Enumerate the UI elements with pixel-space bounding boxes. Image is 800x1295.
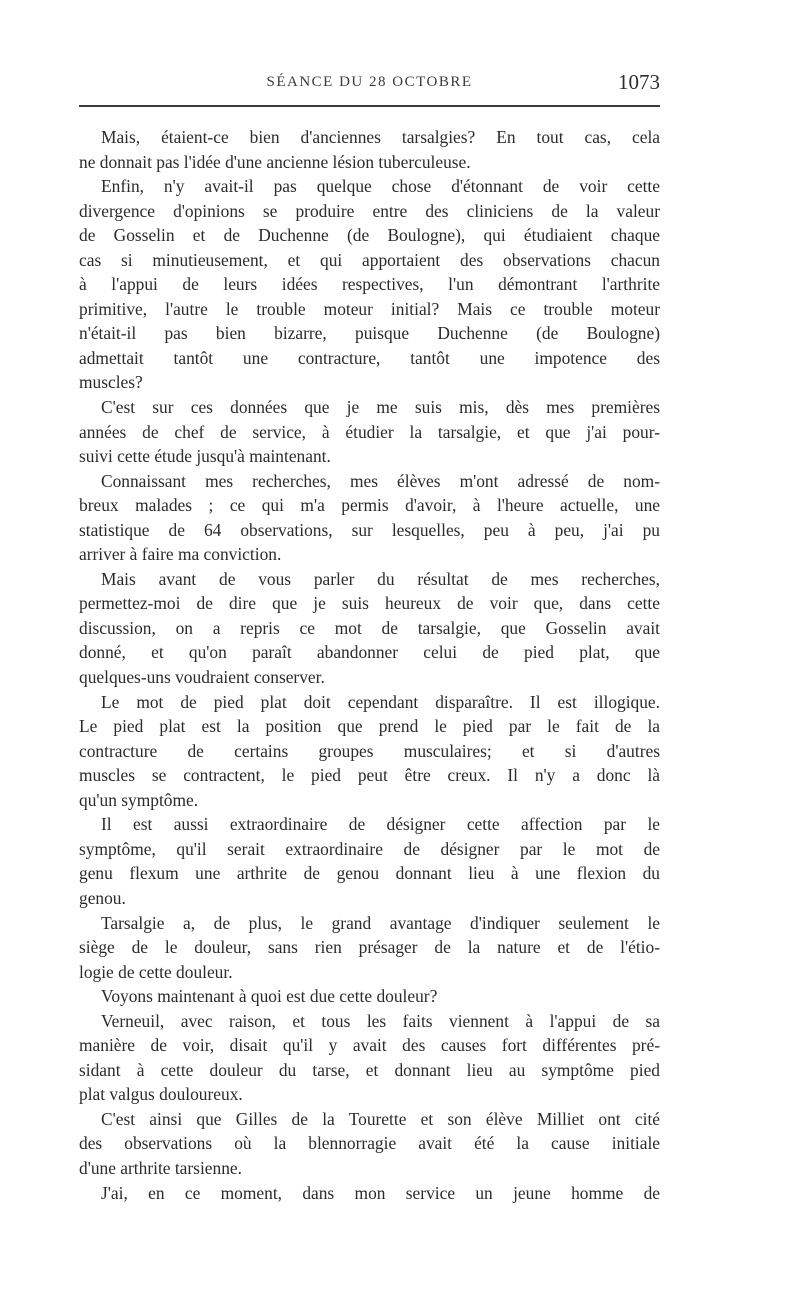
text-line: plat valgus douloureux.	[79, 1084, 243, 1105]
text-line: Connaissant mes recherches, mes élèves m'ont adressé de nom-	[101, 470, 660, 491]
text-line: Verneuil, avec raison, et tous les faits viennent à l'appui de sa	[101, 1010, 660, 1031]
text-line: suivi cette étude jusqu'à maintenant.	[79, 446, 331, 467]
body-text	[79, 125, 660, 1205]
text-line: Il est aussi extraordinaire de désigner cette affection par le	[101, 814, 660, 835]
running-title: SÉANCE DU 28 OCTOBRE	[266, 74, 473, 90]
text-line: logie de cette douleur.	[79, 961, 233, 982]
text-line: manière de voir, disait qu'il y avait des causes fort différentes pré-	[79, 1035, 660, 1056]
text-line: discussion, on a repris ce mot de tarsalgie, que Gosselin avait	[79, 617, 660, 638]
text-line: Mais, étaient-ce bien d'anciennes tarsalgies? En tout cas, cela	[101, 127, 660, 147]
text-line: d'une arthrite tarsienne.	[79, 1157, 242, 1178]
text-line: cas si minutieusement, et qui apportaient des observations chacun	[79, 249, 660, 270]
text-line: breux malades ; ce qui m'a permis d'avoir, à l'heure actuelle, une	[79, 495, 660, 516]
text-line: muscles se contractent, le pied peut être creux. Il n'y a donc là	[79, 765, 660, 786]
text-line: Mais avant de vous parler du résultat de mes recherches,	[101, 568, 660, 589]
text-line: arriver à faire ma conviction.	[79, 544, 282, 565]
text-line: à l'appui de leurs idées respectives, l'un démontrant l'arthrite	[79, 274, 660, 295]
header-rule	[79, 105, 660, 107]
text-line: Le mot de pied plat doit cependant disparaître. Il est illogique.	[101, 691, 660, 712]
text-line: C'est ainsi que Gilles de la Tourette et son élève Milliet ont cité	[101, 1108, 660, 1129]
text-line: Voyons maintenant à quoi est due cette douleur?	[101, 986, 438, 1007]
page-number: 1073	[618, 70, 660, 94]
text-line: contracture de certains groupes musculaires; et si d'autres	[79, 740, 660, 761]
text-line: genou.	[79, 887, 126, 908]
text-line: Enfin, n'y avait-il pas quelque chose d'étonnant de voir cette	[101, 176, 660, 197]
text-line: primitive, l'autre le trouble moteur initial? Mais ce trouble moteur	[79, 298, 660, 319]
running-head	[79, 70, 660, 98]
text-line: J'ai, en ce moment, dans mon service un jeune homme de	[101, 1182, 660, 1203]
text-line: donné, et qu'on paraît abandonner celui de pied plat, que	[79, 642, 660, 663]
text-line: genu flexum une arthrite de genou donnant lieu à une flexion du	[79, 863, 660, 884]
text-line: de Gosselin et de Duchenne (de Boulogne), qui étudiaient chaque	[79, 225, 660, 246]
text-line: admettait tantôt une contracture, tantôt une impotence des	[79, 347, 660, 368]
text-line: quelques-uns voudraient conserver.	[79, 667, 325, 688]
text-line: Tarsalgie a, de plus, le grand avantage d'indiquer seulement le	[101, 912, 660, 933]
text-line: symptôme, qu'il serait extraordinaire de désigner par le mot de	[79, 838, 660, 859]
text-line: qu'un symptôme.	[79, 789, 199, 810]
text-line: permettez-moi de dire que je suis heureux de voir que, dans cette	[79, 593, 660, 614]
text-line: divergence d'opinions se produire entre des cliniciens de la valeur	[79, 200, 660, 221]
text-line: siège de le douleur, sans rien présager de la nature et de l'étio-	[79, 937, 660, 958]
text-line: des observations où la blennorragie avait été la cause initiale	[79, 1133, 660, 1154]
text-line: Le pied plat est la position que prend le pied par le fait de la	[79, 716, 660, 737]
text-line: années de chef de service, à étudier la tarsalgie, et que j'ai pour-	[79, 421, 660, 442]
text-line: C'est sur ces données que je me suis mis, dès mes premières	[101, 397, 660, 418]
text-line: statistique de 64 observations, sur lesquelles, peu à peu, j'ai pu	[79, 519, 660, 540]
text-line: sidant à cette douleur du tarse, et donnant lieu au symptôme pied	[79, 1059, 660, 1080]
text-line: ne donnait pas l'idée d'une ancienne lésion tuberculeuse.	[79, 151, 471, 172]
text-line: muscles?	[79, 372, 143, 393]
text-line: n'était-il pas bien bizarre, puisque Duchenne (de Boulogne)	[79, 323, 660, 344]
